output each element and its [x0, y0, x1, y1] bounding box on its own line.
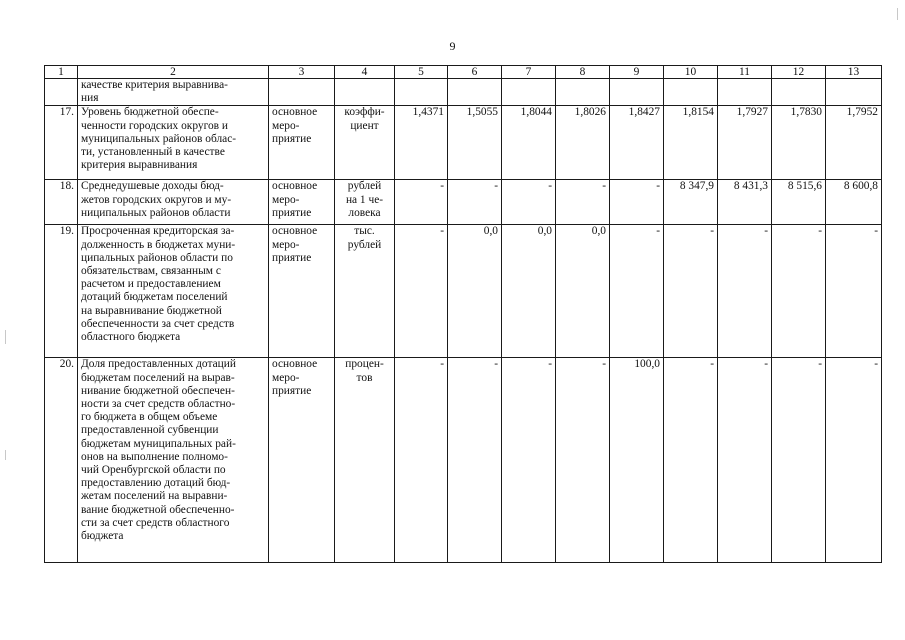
value-cell: 1,8044: [502, 106, 556, 180]
value-cell: [610, 79, 664, 106]
type-cell: [269, 225, 335, 358]
text-line: рублей: [347, 238, 382, 251]
text-line: основное: [272, 225, 318, 238]
value-cell: -: [772, 358, 826, 563]
text-line: муниципальных районов облас-: [81, 132, 237, 145]
column-number: 6: [448, 66, 502, 79]
text-line: жетам поселений на выравни-: [81, 490, 228, 503]
value-cell: [718, 79, 772, 106]
value-cell: -: [502, 180, 556, 225]
value-cell: 0,0: [556, 225, 610, 358]
value-cell: 1,8026: [556, 106, 610, 180]
type-cell: [269, 79, 335, 106]
text-line: ципальных районов области по: [81, 251, 233, 264]
row-number-cell: 19.: [45, 225, 78, 358]
value-cell: [395, 79, 448, 106]
value-cell: 100,0: [610, 358, 664, 563]
text-line: основное: [272, 106, 318, 119]
text-line: качестве критерия выравнива-: [81, 79, 228, 91]
text-line: меро-: [272, 193, 300, 206]
scan-margin-mark: [5, 450, 6, 460]
text-line: ченности городских округов и: [81, 119, 228, 132]
text-line: областного бюджета: [81, 331, 181, 344]
column-number-row: [45, 66, 882, 79]
text-line: приятие: [272, 384, 312, 397]
text-line: приятие: [272, 251, 312, 264]
text-line: бюджета: [81, 530, 124, 543]
text-line: приятие: [272, 132, 312, 145]
text-line: предоставлению дотаций бюд-: [81, 477, 231, 490]
value-cell: 1,8154: [664, 106, 718, 180]
text-line: на выравнивание бюджетной: [81, 304, 222, 317]
value-cell: [772, 79, 826, 106]
text-line: сти за счет средств областного: [81, 516, 230, 529]
value-cell: -: [556, 358, 610, 563]
text-line: тыс.: [354, 225, 375, 238]
text-line: дотаций бюджетам поселений: [81, 291, 228, 304]
value-cell: 1,8427: [610, 106, 664, 180]
table-row-19: [45, 225, 882, 358]
text-line: коэффи-: [344, 106, 385, 119]
text-line: ти, установленный в качестве: [81, 146, 225, 159]
text-line: основное: [272, 180, 318, 193]
text-line: меро-: [272, 238, 300, 251]
table-row-17: [45, 106, 882, 180]
value-cell: [502, 79, 556, 106]
column-number: 9: [610, 66, 664, 79]
text-line: рублей: [347, 180, 382, 193]
value-cell: -: [718, 358, 772, 563]
text-line: Доля предоставленных дотаций: [81, 358, 236, 371]
column-number: 12: [772, 66, 826, 79]
indicator-name-cell: [78, 180, 269, 225]
type-cell: [269, 358, 335, 563]
value-cell: -: [718, 225, 772, 358]
text-line: ния: [81, 92, 99, 105]
value-cell: -: [502, 358, 556, 563]
value-cell: 1,5055: [448, 106, 502, 180]
type-cell: [269, 180, 335, 225]
row-number-cell: 17.: [45, 106, 78, 180]
value-cell: -: [664, 358, 718, 563]
text-line: Просроченная кредиторская за-: [81, 225, 235, 238]
value-cell: 8 515,6: [772, 180, 826, 225]
text-line: обеспеченности за счет средств: [81, 317, 235, 330]
unit-cell: [335, 180, 395, 225]
text-line: долженность в бюджетах муни-: [81, 238, 236, 251]
indicator-name-cell: [78, 225, 269, 358]
unit-cell: [335, 79, 395, 106]
text-line: расчетом и предоставлением: [81, 278, 221, 291]
value-cell: 1,7952: [826, 106, 882, 180]
text-line: на 1 че-: [345, 193, 384, 206]
value-cell: [664, 79, 718, 106]
text-line: ниципальных районов области: [81, 206, 231, 219]
text-line: Уровень бюджетной обеспе-: [81, 106, 219, 119]
value-cell: [826, 79, 882, 106]
row-number-cell: 20.: [45, 358, 78, 563]
column-number: 4: [335, 66, 395, 79]
text-line: критерия выравнивания: [81, 159, 198, 172]
value-cell: -: [610, 180, 664, 225]
indicator-name-cell: [78, 79, 269, 106]
text-line: тов: [356, 371, 373, 384]
value-cell: 0,0: [448, 225, 502, 358]
text-line: Среднедушевые доходы бюд-: [81, 180, 224, 193]
row-number-cell: 18.: [45, 180, 78, 225]
value-cell: -: [664, 225, 718, 358]
indicators-table: [44, 65, 882, 563]
table-row-20: [45, 358, 882, 563]
value-cell: [448, 79, 502, 106]
row-number-cell: [45, 79, 78, 106]
type-cell: [269, 106, 335, 180]
text-line: бюджетам поселений на вырав-: [81, 371, 235, 384]
column-number: 7: [502, 66, 556, 79]
value-cell: -: [610, 225, 664, 358]
text-line: процен-: [345, 358, 384, 371]
text-line: основное: [272, 358, 318, 371]
indicator-name-cell: [78, 358, 269, 563]
text-line: обязательствам, связанным с: [81, 265, 221, 278]
text-line: онов на выполнение полномо-: [81, 450, 228, 463]
text-line: бюджетам муниципальных рай-: [81, 437, 236, 450]
value-cell: -: [395, 180, 448, 225]
value-cell: 1,4371: [395, 106, 448, 180]
value-cell: 1,7830: [772, 106, 826, 180]
column-number: 8: [556, 66, 610, 79]
value-cell: [556, 79, 610, 106]
text-line: меро-: [272, 371, 300, 384]
column-number: 11: [718, 66, 772, 79]
value-cell: 8 600,8: [826, 180, 882, 225]
indicator-name-cell: [78, 106, 269, 180]
text-line: го бюджета в общем объеме: [81, 411, 218, 424]
column-number: 2: [78, 66, 269, 79]
column-number: 1: [45, 66, 78, 79]
value-cell: -: [556, 180, 610, 225]
column-number: 13: [826, 66, 882, 79]
value-cell: -: [395, 358, 448, 563]
value-cell: -: [826, 358, 882, 563]
unit-cell: [335, 358, 395, 563]
value-cell: 0,0: [502, 225, 556, 358]
page-number: 9: [449, 39, 456, 53]
text-line: предоставленной субвенции: [81, 424, 219, 437]
column-number: 5: [395, 66, 448, 79]
value-cell: -: [448, 358, 502, 563]
value-cell: -: [826, 225, 882, 358]
text-line: приятие: [272, 206, 312, 219]
column-number: 10: [664, 66, 718, 79]
value-cell: -: [448, 180, 502, 225]
text-line: жетов городских округов и му-: [81, 193, 232, 206]
text-line: ности за счет средств областно-: [81, 398, 236, 411]
unit-cell: [335, 225, 395, 358]
text-line: нивание бюджетной обеспечен-: [81, 384, 235, 397]
value-cell: -: [772, 225, 826, 358]
value-cell: 8 431,3: [718, 180, 772, 225]
scan-margin-mark: [897, 8, 898, 20]
table-row-18: [45, 180, 882, 225]
text-line: вание бюджетной обеспеченно-: [81, 503, 235, 516]
table-row-continuation: [45, 79, 882, 106]
value-cell: 8 347,9: [664, 180, 718, 225]
value-cell: 1,7927: [718, 106, 772, 180]
column-number: 3: [269, 66, 335, 79]
text-line: чий Оренбургской области по: [81, 464, 226, 477]
scan-margin-mark: [5, 330, 6, 344]
text-line: ловека: [348, 206, 381, 219]
value-cell: -: [395, 225, 448, 358]
text-line: меро-: [272, 119, 300, 132]
text-line: циент: [350, 119, 379, 132]
unit-cell: [335, 106, 395, 180]
